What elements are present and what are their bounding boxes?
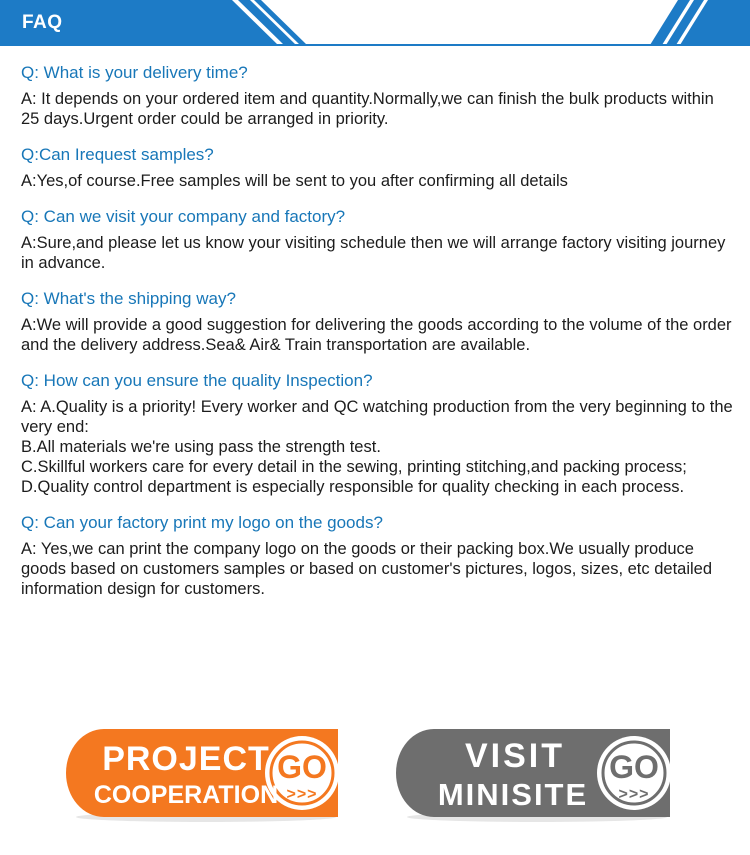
faq-item-delivery: [21, 62, 733, 129]
faq-answer-line: A: It depends on your ordered item and quantity.Normally,we can finish the bulk products within 25 days.Urgent order could be arranged in priority.: [21, 90, 714, 128]
faq-header: [0, 0, 750, 48]
faq-item-logo: [21, 512, 733, 599]
faq-answer: [21, 315, 733, 355]
faq-answer-line: D.Quality control department is especially responsible for quality checking in each process.: [21, 478, 685, 496]
faq-answer-line: A: Yes,we can print the company logo on the goods or their packing box.We usually produce goods based on customers samples or based on customer's pictures, logos, sizes, etc detailed information design for customers.: [21, 540, 713, 598]
faq-question: Q: What's the shipping way?: [21, 289, 236, 308]
visit-minisite-button[interactable]: [396, 727, 678, 823]
faq-question: Q: What is your delivery time?: [21, 63, 248, 82]
faq-question: Q: Can we visit your company and factory?: [21, 207, 346, 226]
minisite-label-line2: MINISITE: [437, 777, 589, 812]
minisite-go-label: GO: [609, 749, 659, 785]
faq-answer-line: A:Sure,and please let us know your visiting schedule then we will arrange factory visiting journey in advance.: [21, 234, 726, 272]
project-arrows-icon: >>>: [286, 786, 318, 803]
page-title: FAQ: [22, 12, 63, 33]
faq-question: Q: Can your factory print my logo on the goods?: [21, 513, 383, 532]
faq-question: Q:Can Irequest samples?: [21, 145, 214, 164]
faq-answer-line: B.All materials we're using pass the strength test.: [21, 438, 381, 456]
faq-question: Q: How can you ensure the quality Inspection?: [21, 371, 373, 390]
faq-answer-line: A:We will provide a good suggestion for delivering the goods according to the volume of the order and the delivery address.Sea& Air& Train transportation are available.: [21, 316, 732, 354]
faq-answer: [21, 397, 733, 497]
project-label-line1: PROJECT: [102, 740, 270, 778]
minisite-label-line1: VISIT: [464, 737, 566, 775]
faq-answer-line: C.Skillful workers care for every detail in the sewing, printing stitching,and packing process;: [21, 458, 687, 476]
faq-answer-line: A:Yes,of course.Free samples will be sent to you after confirming all details: [21, 172, 568, 190]
faq-list: [21, 62, 733, 614]
faq-item-visit: [21, 206, 733, 273]
faq-answer: [21, 89, 733, 129]
project-label-line2: COOPERATION: [93, 781, 279, 809]
faq-item-quality: [21, 370, 733, 497]
minisite-arrows-icon: >>>: [618, 786, 650, 803]
faq-answer-line: A: A.Quality is a priority! Every worker and QC watching production from the very beginning to the very end:: [21, 398, 733, 436]
faq-answer: [21, 171, 733, 191]
project-go-label: GO: [277, 749, 327, 785]
header-banner: [0, 0, 750, 48]
faq-item-samples: [21, 144, 733, 191]
faq-answer: [21, 539, 733, 599]
faq-answer: [21, 233, 733, 273]
faq-item-shipping: [21, 288, 733, 355]
project-cooperation-button[interactable]: [66, 727, 346, 823]
